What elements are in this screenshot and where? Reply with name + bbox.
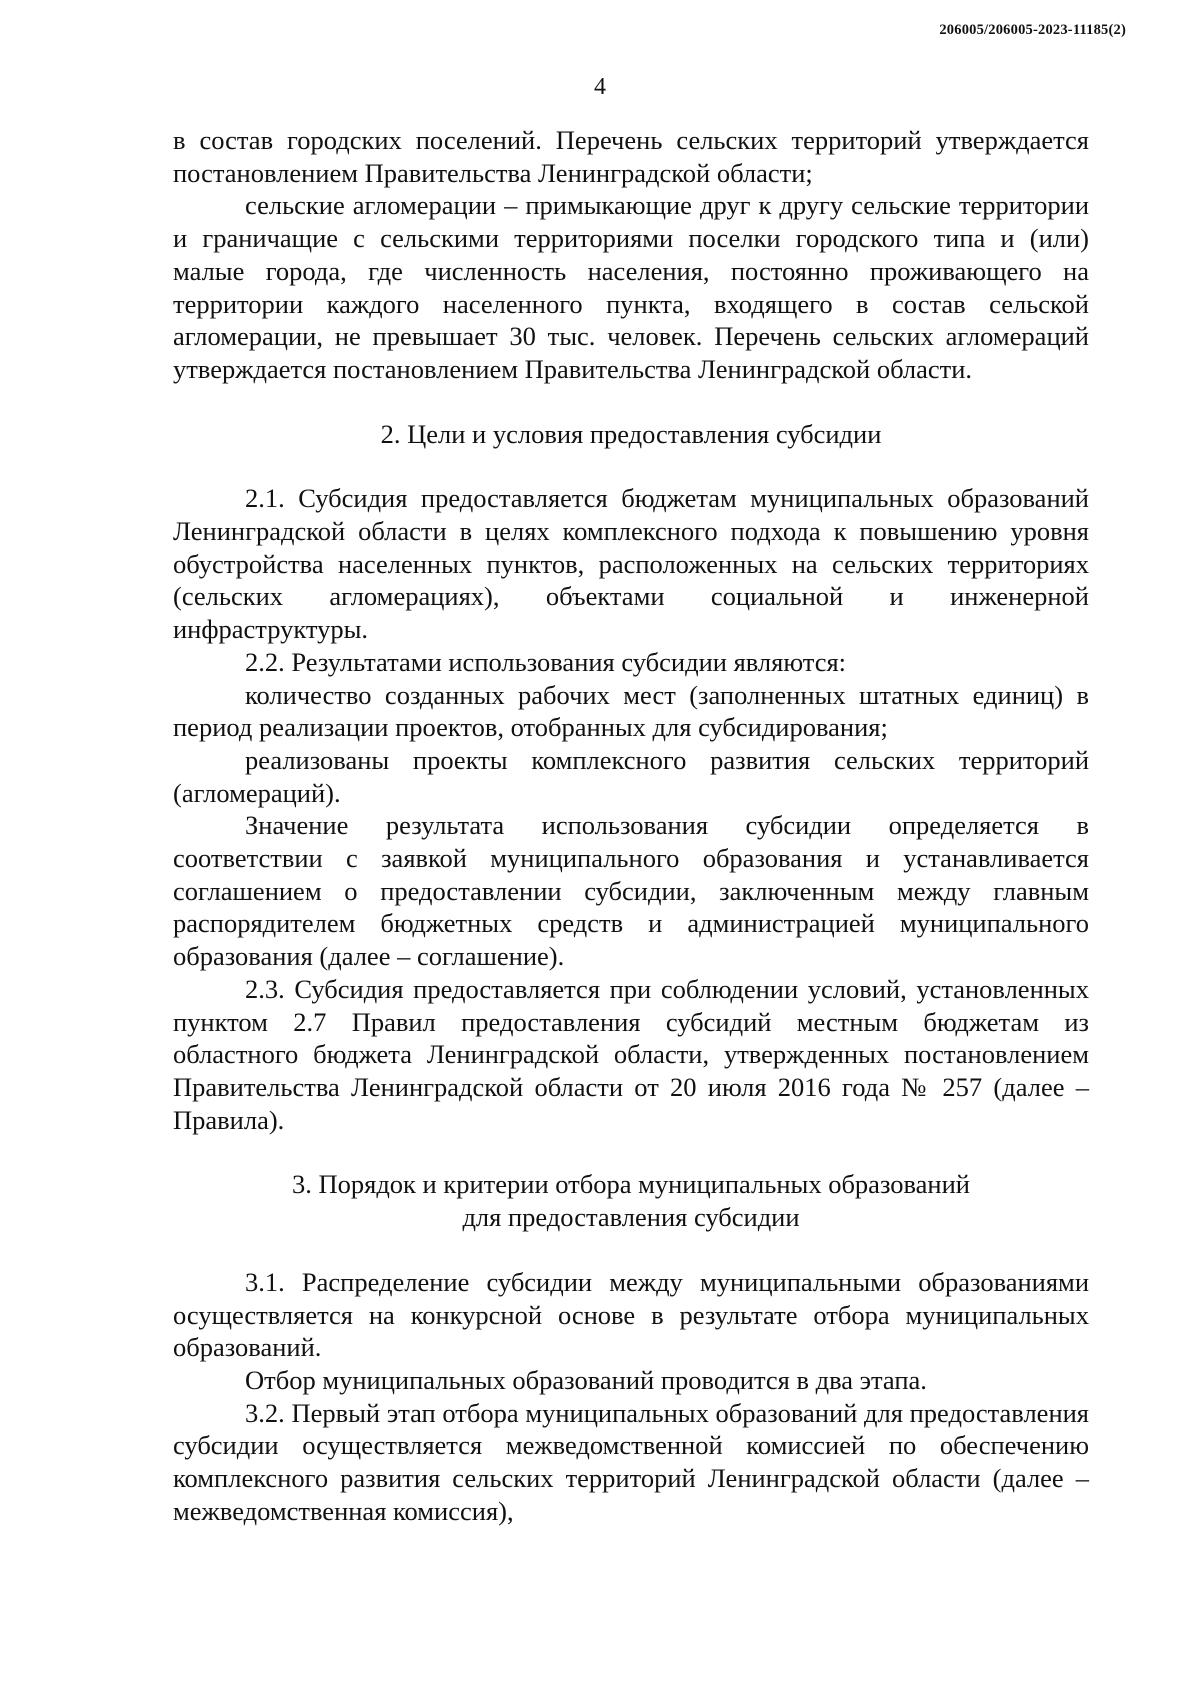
paragraph-2-1: 2.1. Субсидия предоставляется бюджетам муниципальных образований Ленинградской области в целях комплексного подхода к повышению уровня обустройства населенных пунктов, расположенных на сельских территориях (сельских агломерациях), объектами социальной и инженерной инфраструктуры. bbox=[173, 483, 1089, 645]
section-3-heading bbox=[173, 1168, 1089, 1233]
paragraph-3-1-stages: Отбор муниципальных образований проводится в два этапа. bbox=[245, 1364, 927, 1395]
section-3-heading-line-1: 3. Порядок и критерии отбора муниципальных образований bbox=[292, 1169, 970, 1200]
paragraph-rural-territories-end: в состав городских поселений. Перечень сельских территорий утверждается постановлением Правительства Ленинградской области; bbox=[173, 125, 1089, 188]
paragraph-2-2: 2.2. Результатами использования субсидии являются: bbox=[245, 646, 847, 677]
paragraph-3-1: 3.1. Распределение субсидии между муниципальными образованиями осуществляется на конкурсной основе в результате отбора муниципальных образований. bbox=[173, 1266, 1089, 1363]
paragraph-3-2: 3.2. Первый этап отбора муниципальных образований для предоставления субсидии осуществляется межведомственной комиссией по обеспечению комплексного развития сельских территорий Ленинградской области (далее – межведомственная комиссия), bbox=[173, 1397, 1089, 1526]
document-registration-number: 206005/206005-2023-11185(2) bbox=[939, 22, 1126, 38]
paragraph-2-2-projects: реализованы проекты комплексного развития сельских территорий (агломераций). bbox=[173, 744, 1089, 808]
document-body bbox=[173, 124, 1089, 1527]
section-3-heading-line-2: для предоставления субсидии bbox=[462, 1202, 800, 1233]
paragraph-2-3: 2.3. Субсидия предоставляется при соблюдении условий, установленных пунктом 2.7 Правил предоставления субсидий местным бюджетам из областного бюджета Ленинградской области, утвержденных постановлением Правительства Ленинградской области от 20 июля 2016 года № 257 (далее – Правила). bbox=[173, 973, 1089, 1135]
paragraph-2-2-result-value: Значение результата использования субсидии определяется в соответствии с заявкой муниципального образования и устанавливается соглашением о предоставлении субсидии, заключенным между главным распорядителем бюджетных средств и администрацией муниципального образования (далее – соглашение). bbox=[173, 810, 1089, 972]
paragraph-2-2-jobs: количество созданных рабочих мест (заполненных штатных единиц) в период реализации проектов, отобранных для субсидирования; bbox=[173, 679, 1089, 743]
paragraph-rural-agglomerations: сельские агломерации – примыкающие друг к другу сельские территории и граничащие с сельскими территориями поселки городского типа и (или) малые города, где численность населения, постоянно проживающего на территории каждого населенного пункта, входящего в состав сельской агломерации, не превышает 30 тыс. человек. Перечень сельских агломераций утверждается постановлением Правительства Ленинградской области. bbox=[173, 190, 1089, 384]
page-number: 4 bbox=[594, 74, 606, 100]
section-2-heading: 2. Цели и условия предоставления субсидии bbox=[380, 418, 882, 449]
